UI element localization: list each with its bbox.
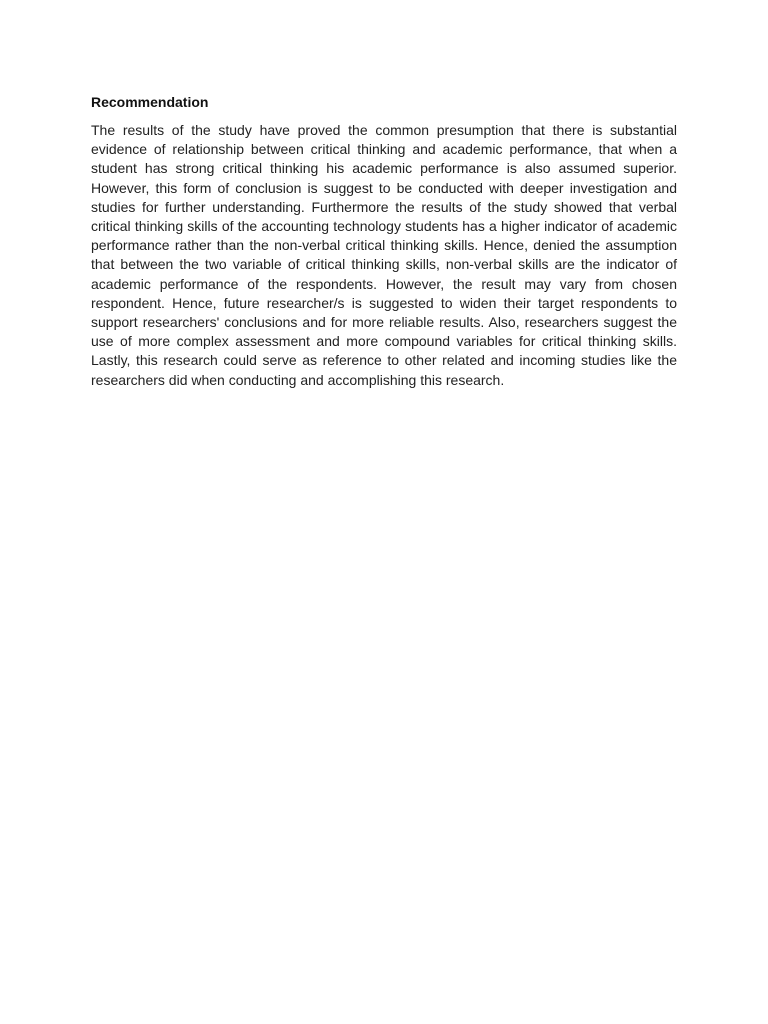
section-heading: Recommendation xyxy=(91,94,209,110)
document-content xyxy=(91,93,677,390)
body-paragraph: The results of the study have proved the common presumption that there is substantial evidence of relationship between critical thinking and academic performance, that when a student has strong critical thinking his academic performance is also assumed superior. However, this form of conclusion is suggest to be conducted with deeper investigation and studies for further understanding. Furthermore the results of the study showed that verbal critical thinking skills of the accounting technology students has a higher indicator of academic performance rather than the non-verbal critical thinking skills. Hence, denied the assumption that between the two variable of critical thinking skills, non-verbal skills are the indicator of academic performance of the respondents. However, the result may vary from chosen respondent. Hence, future researcher/s is suggested to widen their target respondents to support researchers' conclusions and for more reliable results. Also, researchers suggest the use of more complex assessment and more compound variables for critical thinking skills. Lastly, this research could serve as reference to other related and incoming studies like the researchers did when conducting and accomplishing this research. xyxy=(91,122,677,388)
